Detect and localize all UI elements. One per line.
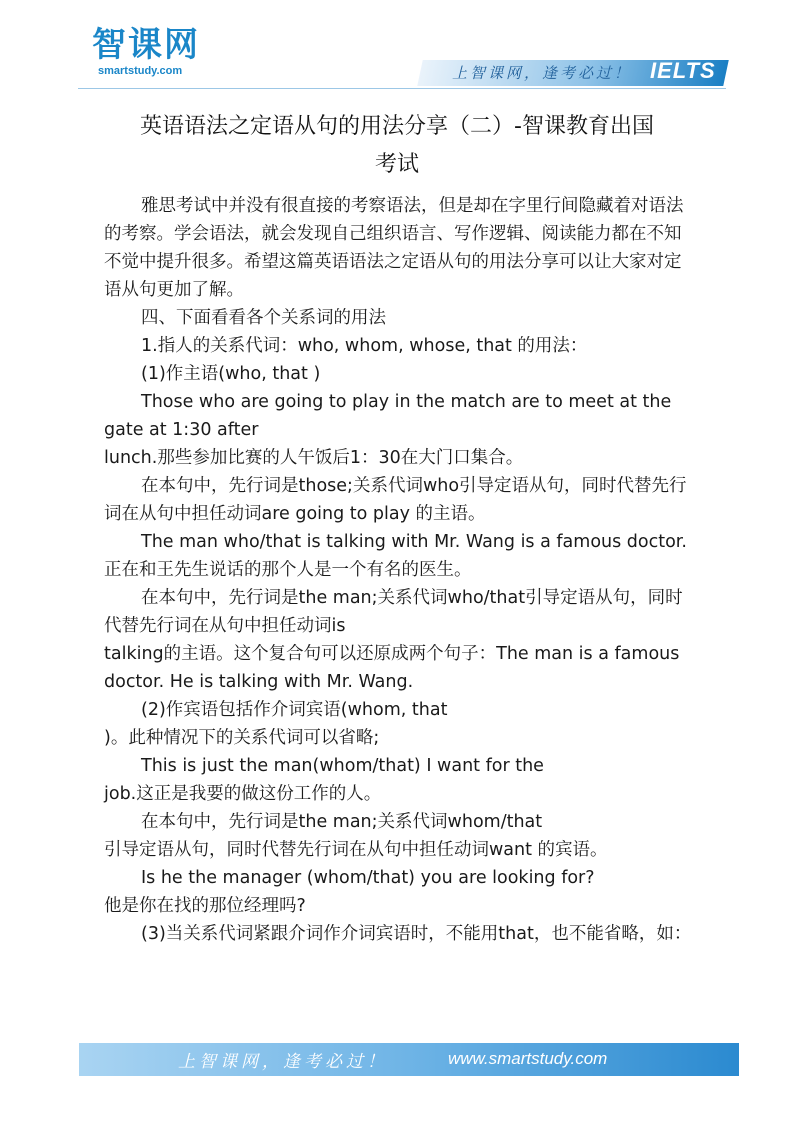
explanation-paragraph: 在本句中，先行词是the man;关系代词who/that引导定语从句，同时代替先行词在从句中担任动词is	[104, 588, 683, 636]
article-body	[104, 192, 694, 948]
explanation-paragraph: 在本句中，先行词是those;关系代词who引导定语从句，同时代替先行词在从句中担任动词are going to play 的主语。	[104, 476, 687, 524]
example-sentence-continued: job.这正是我要的做这份工作的人。	[104, 784, 382, 804]
example-sentence: The man who/that is talking with Mr. Wang is a famous doctor.正在和王先生说话的那个人是一个有名的医生。	[104, 532, 687, 580]
point-heading: (1)作主语(who, that )	[141, 364, 321, 384]
explanation-paragraph-continued: 引导定语从句，同时代替先行词在从句中担任动词want 的宾语。	[104, 840, 608, 860]
page-title	[100, 108, 694, 184]
example-sentence: Those who are going to play in the match are to meet at the gate at 1:30 after	[104, 392, 672, 440]
point-heading: (3)当关系代词紧跟介词作介词宾语时，不能用that，也不能省略，如：	[141, 924, 692, 944]
ielts-badge: IELTS	[650, 58, 716, 83]
section-heading: 四、下面看看各个关系词的用法	[141, 308, 386, 328]
intro-paragraph: 雅思考试中并没有很直接的考察语法，但是却在字里行间隐藏着对语法的考察。学会语法，就会发现自己组织语言、写作逻辑、阅读能力都在不知不觉中提升很多。希望这篇英语语法之定语从句的用法分享可以让大家对定语从句更加了解。	[104, 196, 684, 300]
explanation-paragraph: 在本句中，先行词是the man;关系代词whom/that	[141, 812, 543, 832]
title-line-1: 英语语法之定语从句的用法分享（二）-智课教育出国	[140, 114, 654, 139]
point-heading-continued: )。此种情况下的关系代词可以省略;	[104, 728, 380, 748]
logo-chinese-text: 智课网	[92, 25, 200, 65]
example-sentence: This is just the man(whom/that) I want for the	[141, 756, 544, 776]
point-heading: (2)作宾语包括作介词宾语(whom, that	[141, 700, 448, 720]
header-slogan: 上智课网，逢考必过！	[452, 64, 633, 82]
smartstudy-logo	[92, 26, 222, 78]
explanation-paragraph-continued: talking的主语。这个复合句可以还原成两个句子：The man is a famous doctor. He is talking with Mr. Wang.	[104, 644, 680, 692]
example-sentence-continued: lunch.那些参加比赛的人午饭后1：30在大门口集合。	[104, 448, 524, 468]
logo-domain-text: smartstudy.com	[98, 65, 183, 77]
footer-slogan: 上智课网，逢考必过！	[178, 1052, 388, 1072]
example-translation: 他是你在找的那位经理吗?	[104, 896, 306, 916]
example-sentence: Is he the manager (whom/that) you are looking for?	[141, 868, 595, 888]
header-divider	[78, 88, 726, 89]
subsection-heading: 1.指人的关系代词：who, whom, whose, that 的用法：	[141, 336, 588, 356]
footer-url: www.smartstudy.com	[448, 1049, 608, 1068]
title-line-2: 考试	[374, 152, 419, 177]
